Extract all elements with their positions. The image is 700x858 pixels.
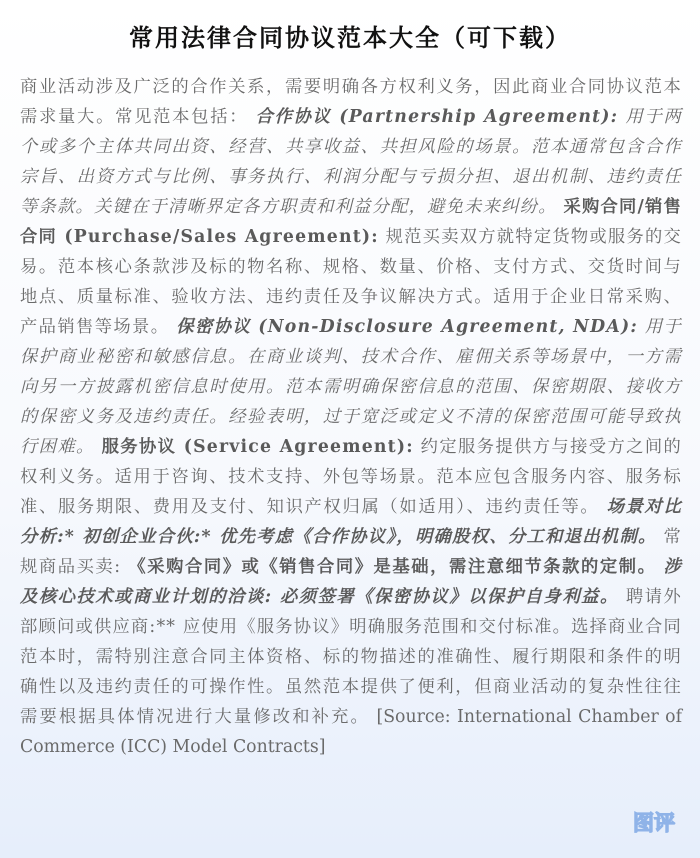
item-text-service: 约定服务提供方与接受方之间的权利义务。适用于咨询、技术支持、外包等场景。范本应包含服务内容、服务标准、服务期限、费用及支付、知识产权归属（如适用）、违约责任等。 (20, 437, 682, 517)
item-label-partnership: 合作协议 (Partnership Agreement): (255, 107, 619, 127)
item-label-service: 服务协议 (Service Agreement): (101, 437, 414, 457)
watermark-logo (630, 808, 678, 836)
item-label-nda: 保密协议 (Non-Disclosure Agreement, NDA): (176, 317, 638, 337)
item-text-partnership: 用于两个或多个主体共同出资、经营、共享收益、共担风险的场景。范本通常包含合作宗旨、出资方式与比例、事务执行、利润分配与亏损分担、退出机制、违约责任等条款。关键在于清晰界定各方职责和利益分配，避免未来纠纷。 (20, 107, 683, 217)
item-label-purchase: 采购合同/销售合同 (Purchase/Sales Agreement): (20, 197, 682, 247)
article-body (20, 72, 682, 762)
analysis-heading: 场景对比分析:* (20, 497, 682, 547)
item-text-purchase: 规范买卖双方就特定货物或服务的交易。范本核心条款涉及标的物名称、规格、数量、价格、支付方式、交货时间与地点、质量标准、验收方法、违约责任及争议解决方式。适用于企业日常采购、产品销售等场景。 (20, 227, 682, 337)
item-text-nda: 用于保护商业秘密和敏感信息。在商业谈判、技术合作、雇佣关系等场景中，一方需向另一方披露机密信息时使用。范本需明确保密信息的范围、保密期限、接收方的保密义务及违约责任。经验表明，过于宽泛或定义不清的保密范围可能导致执行困难。 (20, 317, 682, 457)
analysis-case-tech: 涉及核心技术或商业计划的洽谈: 必须签署《保密协议》以保护自身利益。 (20, 557, 682, 607)
analysis-case-trade-text: 《采购合同》或《销售合同》是基础，需注意细节条款的定制。 (128, 557, 657, 577)
source-citation: [Source: International Chamber of Commerce (ICC) Model Contracts] (20, 707, 682, 757)
analysis-case-trade-label: 常规商品买卖: (20, 527, 682, 577)
conclusion-text: 选择商业合同范本时，需特别注意合同主体资格、标的物描述的准确性、履行期限和条件的明确性以及违约责任的可操作性。虽然范本提供了便利，但商业活动的复杂性往往需要根据具体情况进行大量修改和补充。 (20, 617, 683, 727)
analysis-case-consultant: 聘请外部顾问或供应商:** 应使用《服务协议》明确服务范围和交付标准。 (20, 587, 683, 637)
svg-text:图评: 图评 (633, 811, 675, 835)
watermark-logo-icon (630, 808, 678, 836)
analysis-case-startup: 初创企业合伙:* 优先考虑《合作协议》，明确股权、分工和退出机制。 (75, 527, 657, 547)
page-title: 常用法律合同协议范本大全（可下载） (129, 24, 571, 52)
intro-text: 商业活动涉及广泛的合作关系，需要明确各方权利义务，因此商业合同协议范本需求量大。常见范本包括： (20, 77, 682, 127)
